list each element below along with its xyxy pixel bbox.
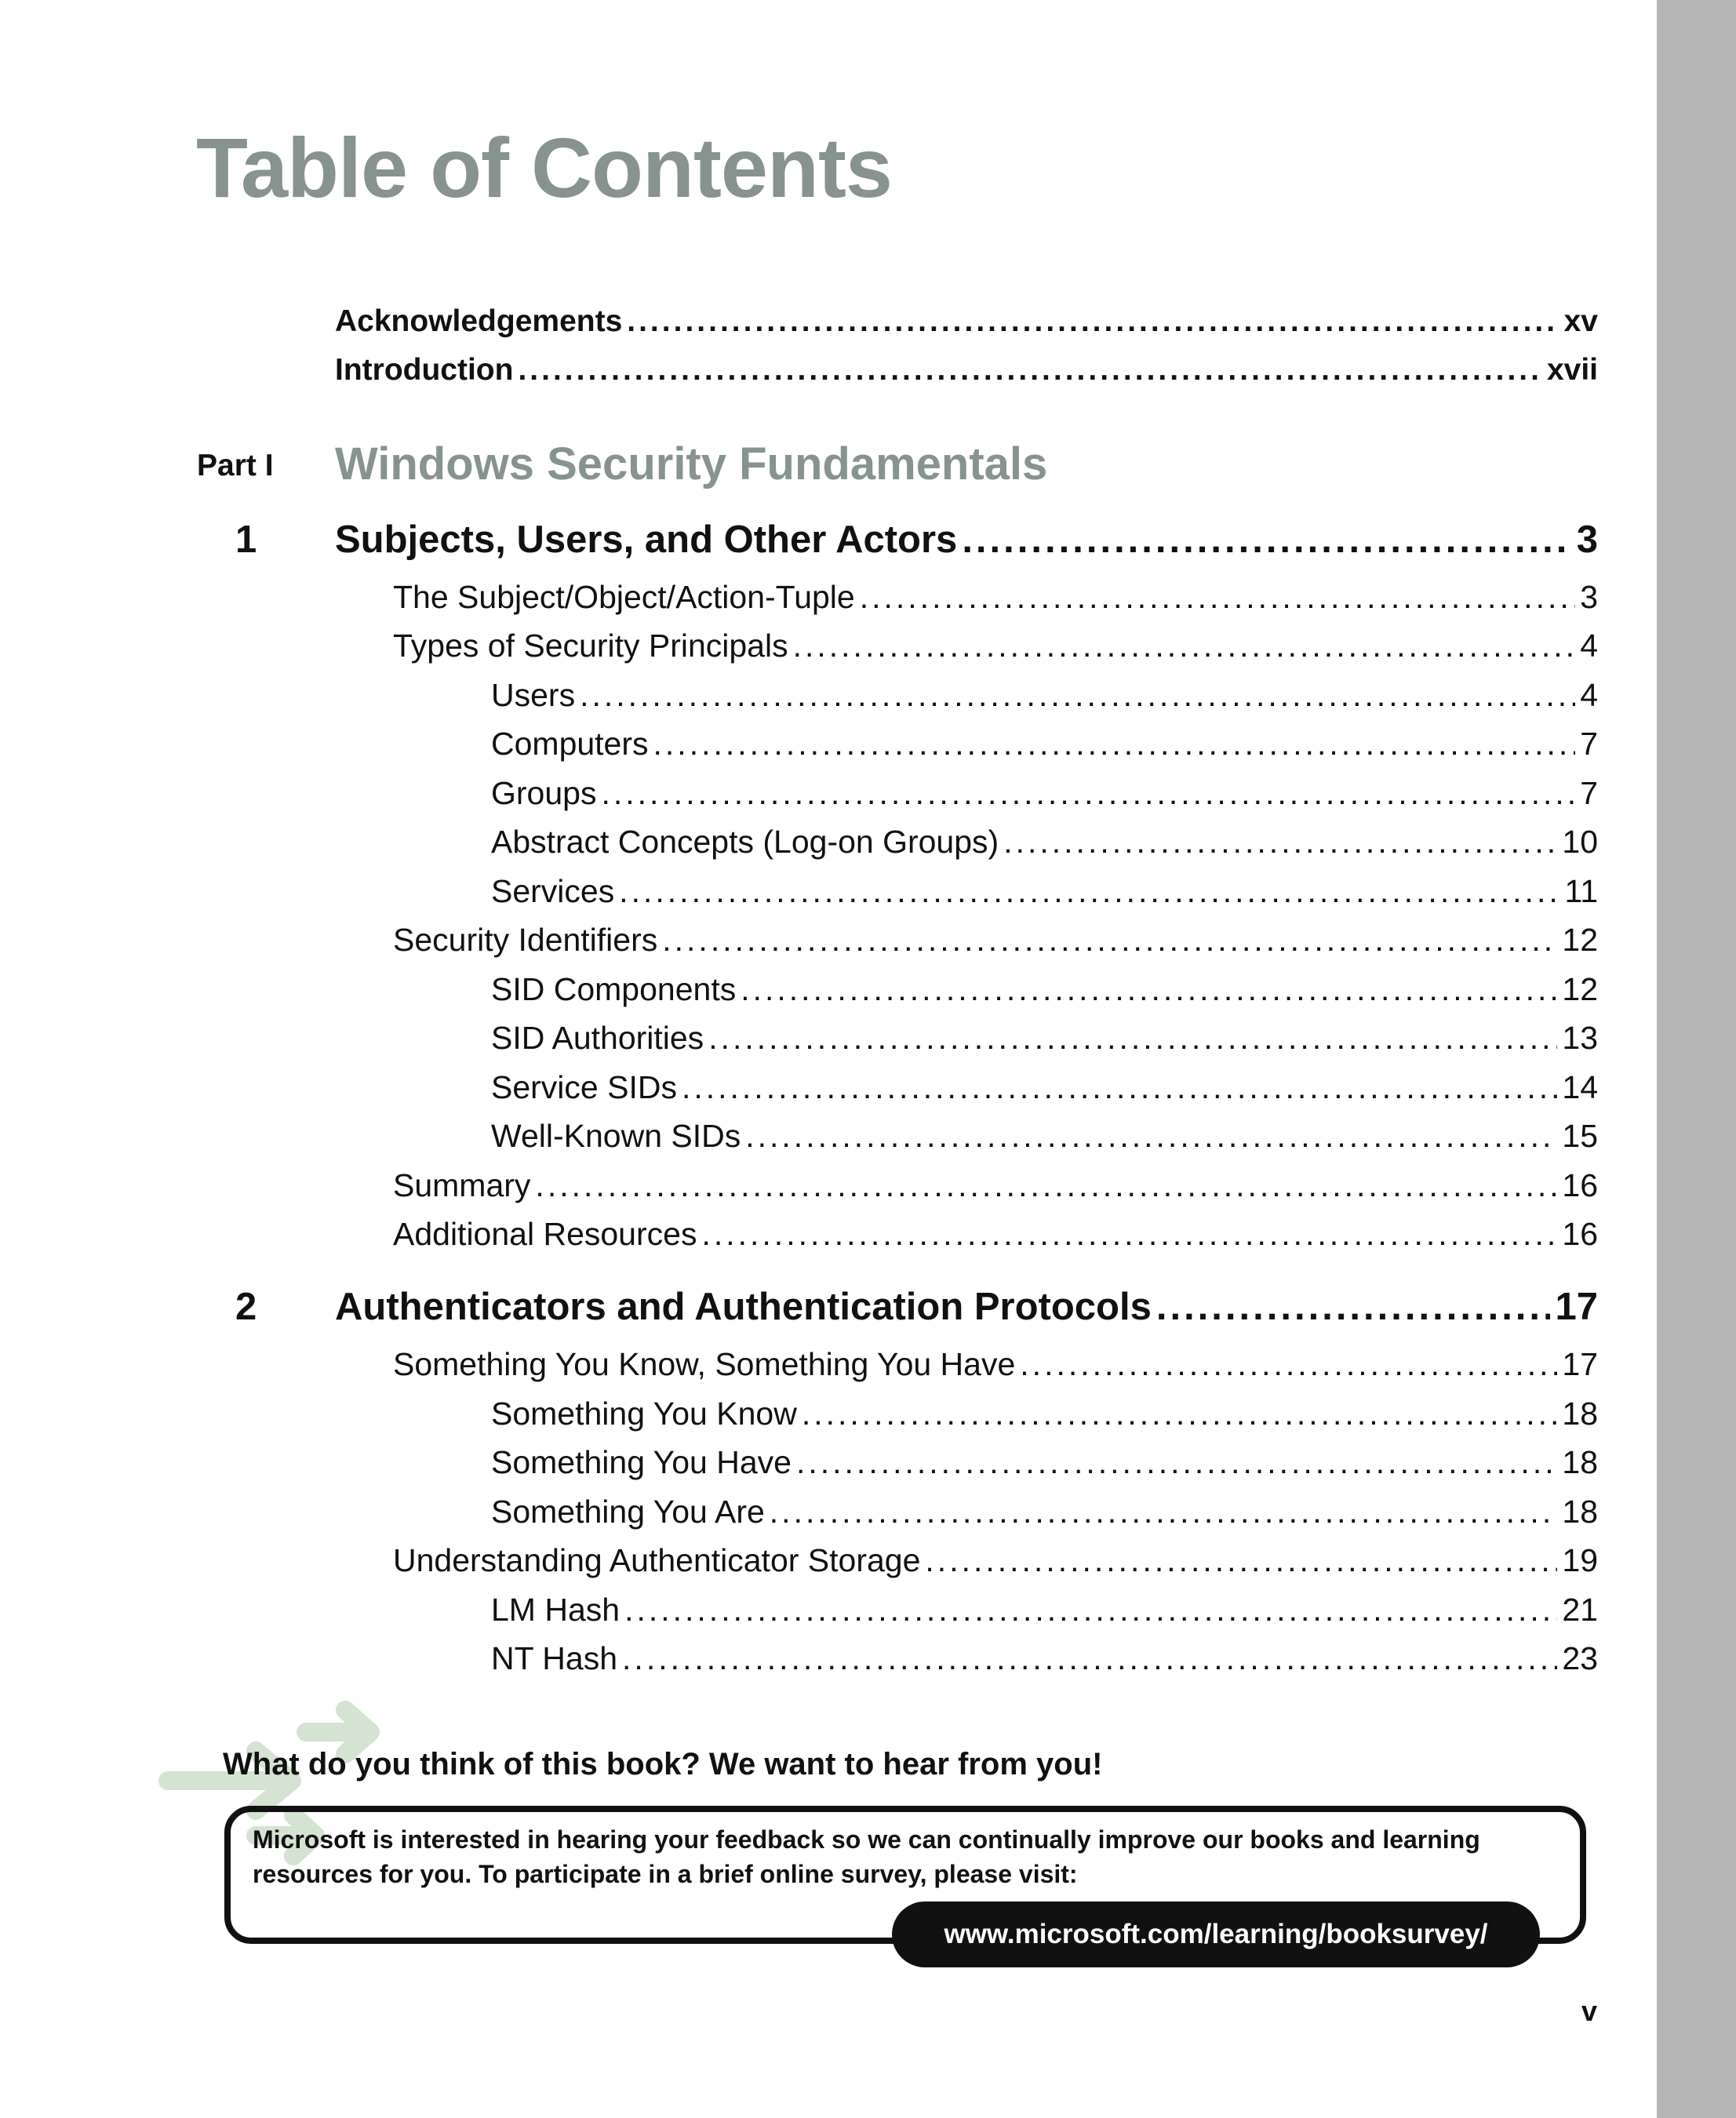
toc-entry-page: 21 <box>1562 1592 1598 1628</box>
dot-leader <box>518 353 1541 388</box>
dot-leader <box>682 1069 1557 1106</box>
toc-entry[interactable] <box>491 775 1598 812</box>
toc-entry-page: 4 <box>1580 677 1598 713</box>
toc-entry-label: Well-Known SIDs <box>491 1118 741 1154</box>
toc-entry-label: Introduction <box>335 353 514 387</box>
toc-entry-page: 17 <box>1562 1346 1598 1382</box>
toc-entry-page: 15 <box>1562 1118 1598 1154</box>
toc-entry[interactable] <box>393 579 1598 616</box>
toc-entry-label: Something You Have <box>491 1444 792 1480</box>
dot-leader <box>796 1444 1557 1481</box>
toc-entry[interactable] <box>393 1346 1598 1383</box>
toc-entry[interactable] <box>491 677 1598 714</box>
chapter-page: 3 <box>1576 519 1598 561</box>
toc-entry-label: Users <box>491 677 576 713</box>
toc-entry-label: Something You Are <box>491 1494 765 1530</box>
toc-entry-label: SID Components <box>491 971 737 1007</box>
toc-entry-label: SID Authorities <box>491 1020 704 1056</box>
dot-leader <box>741 971 1557 1008</box>
toc-entry-label: Service SIDs <box>491 1069 677 1105</box>
chapter-page: 17 <box>1555 1286 1598 1328</box>
toc-entry[interactable] <box>491 726 1598 762</box>
dot-leader <box>860 579 1575 616</box>
dot-leader <box>662 922 1557 959</box>
toc-entry-page: 18 <box>1562 1444 1598 1480</box>
toc-entry-label: NT Hash <box>491 1640 618 1676</box>
toc-entry-label: LM Hash <box>491 1592 621 1628</box>
dot-leader <box>619 873 1559 910</box>
toc-entry-label: Computers <box>491 726 649 762</box>
toc-entry-page: 14 <box>1562 1069 1598 1105</box>
toc-entry[interactable] <box>393 922 1598 959</box>
dot-leader <box>745 1118 1557 1155</box>
dot-leader <box>535 1167 1557 1204</box>
dot-leader <box>708 1020 1557 1057</box>
chapter-title: Authenticators and Authentication Protocols <box>335 1286 1152 1328</box>
feedback-text: Microsoft is interested in hearing your feedback so we can continually improve our books and learning resources for you. To participate in a brief online survey, please visit: <box>253 1825 1480 1888</box>
toc-entry-introduction[interactable] <box>335 353 1598 388</box>
page-number: v <box>1581 1995 1598 2027</box>
toc-entry-label: Acknowledgements <box>335 304 623 338</box>
toc-entry-label: Services <box>491 873 615 909</box>
toc-entry[interactable] <box>393 1216 1598 1253</box>
toc-entry-page: 16 <box>1562 1216 1598 1252</box>
toc-entry-label: Summary <box>393 1167 531 1203</box>
dot-leader <box>624 1592 1557 1629</box>
toc-entry[interactable] <box>491 824 1598 861</box>
toc-entry-label: Something You Know <box>491 1396 797 1432</box>
toc-entry-label: Additional Resources <box>393 1216 697 1252</box>
toc-entry-page: 19 <box>1562 1542 1598 1578</box>
toc-entry-label: Types of Security Principals <box>393 628 788 664</box>
dot-leader <box>802 1396 1558 1432</box>
toc-entry-page: 12 <box>1562 922 1598 958</box>
toc-entry[interactable] <box>491 1494 1598 1530</box>
chapter-number: 1 <box>235 519 257 561</box>
toc-entry-page: 13 <box>1562 1020 1598 1056</box>
dot-leader <box>580 677 1575 714</box>
dot-leader <box>627 304 1559 339</box>
page-edge-bar <box>1657 0 1736 2118</box>
toc-entry[interactable] <box>491 1396 1598 1432</box>
toc-entry-acknowledgements[interactable] <box>335 304 1598 339</box>
survey-url-link[interactable]: www.microsoft.com/learning/booksurvey/ <box>892 1901 1540 1967</box>
toc-entry[interactable] <box>491 873 1598 910</box>
toc-entry[interactable] <box>491 971 1598 1008</box>
toc-entry-label: Groups <box>491 775 597 811</box>
dot-leader <box>701 1216 1557 1253</box>
toc-entry[interactable] <box>393 628 1598 664</box>
dot-leader <box>1003 824 1557 861</box>
toc-chapter-1[interactable] <box>335 518 1598 562</box>
dot-leader <box>1020 1346 1557 1383</box>
dot-leader <box>770 1494 1558 1530</box>
toc-entry[interactable] <box>491 1592 1598 1629</box>
dot-leader <box>1156 1285 1551 1329</box>
dot-leader <box>601 775 1575 812</box>
toc-entry-page: 16 <box>1562 1167 1598 1203</box>
page-title: Table of Contents <box>196 120 892 215</box>
chapter-title: Subjects, Users, and Other Actors <box>335 519 958 561</box>
toc-entry-page: xv <box>1563 304 1598 338</box>
toc-entry-page: 10 <box>1562 824 1598 860</box>
toc-entry-label: Something You Know, Something You Have <box>393 1346 1016 1382</box>
toc-entry-page: 7 <box>1580 775 1598 811</box>
toc-entry[interactable] <box>491 1444 1598 1481</box>
dot-leader <box>653 726 1576 762</box>
toc-entry-page: 7 <box>1580 726 1598 762</box>
toc-entry-page: 11 <box>1564 873 1598 909</box>
toc-chapter-2[interactable] <box>335 1285 1598 1329</box>
toc-entry[interactable] <box>491 1118 1598 1155</box>
dot-leader <box>925 1542 1557 1579</box>
dot-leader <box>622 1640 1557 1677</box>
toc-entry-page: 18 <box>1562 1494 1598 1530</box>
toc-entry[interactable] <box>491 1640 1598 1677</box>
toc-entry-page: 12 <box>1562 971 1598 1007</box>
toc-entry-page: 3 <box>1580 579 1598 615</box>
toc-entry-page: 18 <box>1562 1396 1598 1432</box>
toc-entry[interactable] <box>491 1020 1598 1057</box>
toc-entry-label: Understanding Authenticator Storage <box>393 1542 921 1578</box>
toc-entry-label: Security Identifiers <box>393 922 658 958</box>
toc-entry-page: 23 <box>1562 1640 1598 1676</box>
dot-leader <box>962 518 1571 562</box>
toc-entry-label: The Subject/Object/Action-Tuple <box>393 579 855 615</box>
toc-entry-page: xvii <box>1546 353 1598 387</box>
toc-entry-label: Abstract Concepts (Log-on Groups) <box>491 824 999 860</box>
toc-entry[interactable] <box>393 1542 1598 1579</box>
dot-leader <box>793 628 1576 664</box>
part-label: Part I <box>197 449 274 482</box>
feedback-question: What do you think of this book? We want to hear from you! <box>223 1747 1103 1781</box>
toc-entry-page: 4 <box>1580 628 1598 664</box>
part-title: Windows Security Fundamentals <box>335 439 1048 489</box>
toc-entry[interactable] <box>393 1167 1598 1204</box>
toc-entry[interactable] <box>491 1069 1598 1106</box>
chapter-number: 2 <box>235 1286 257 1328</box>
